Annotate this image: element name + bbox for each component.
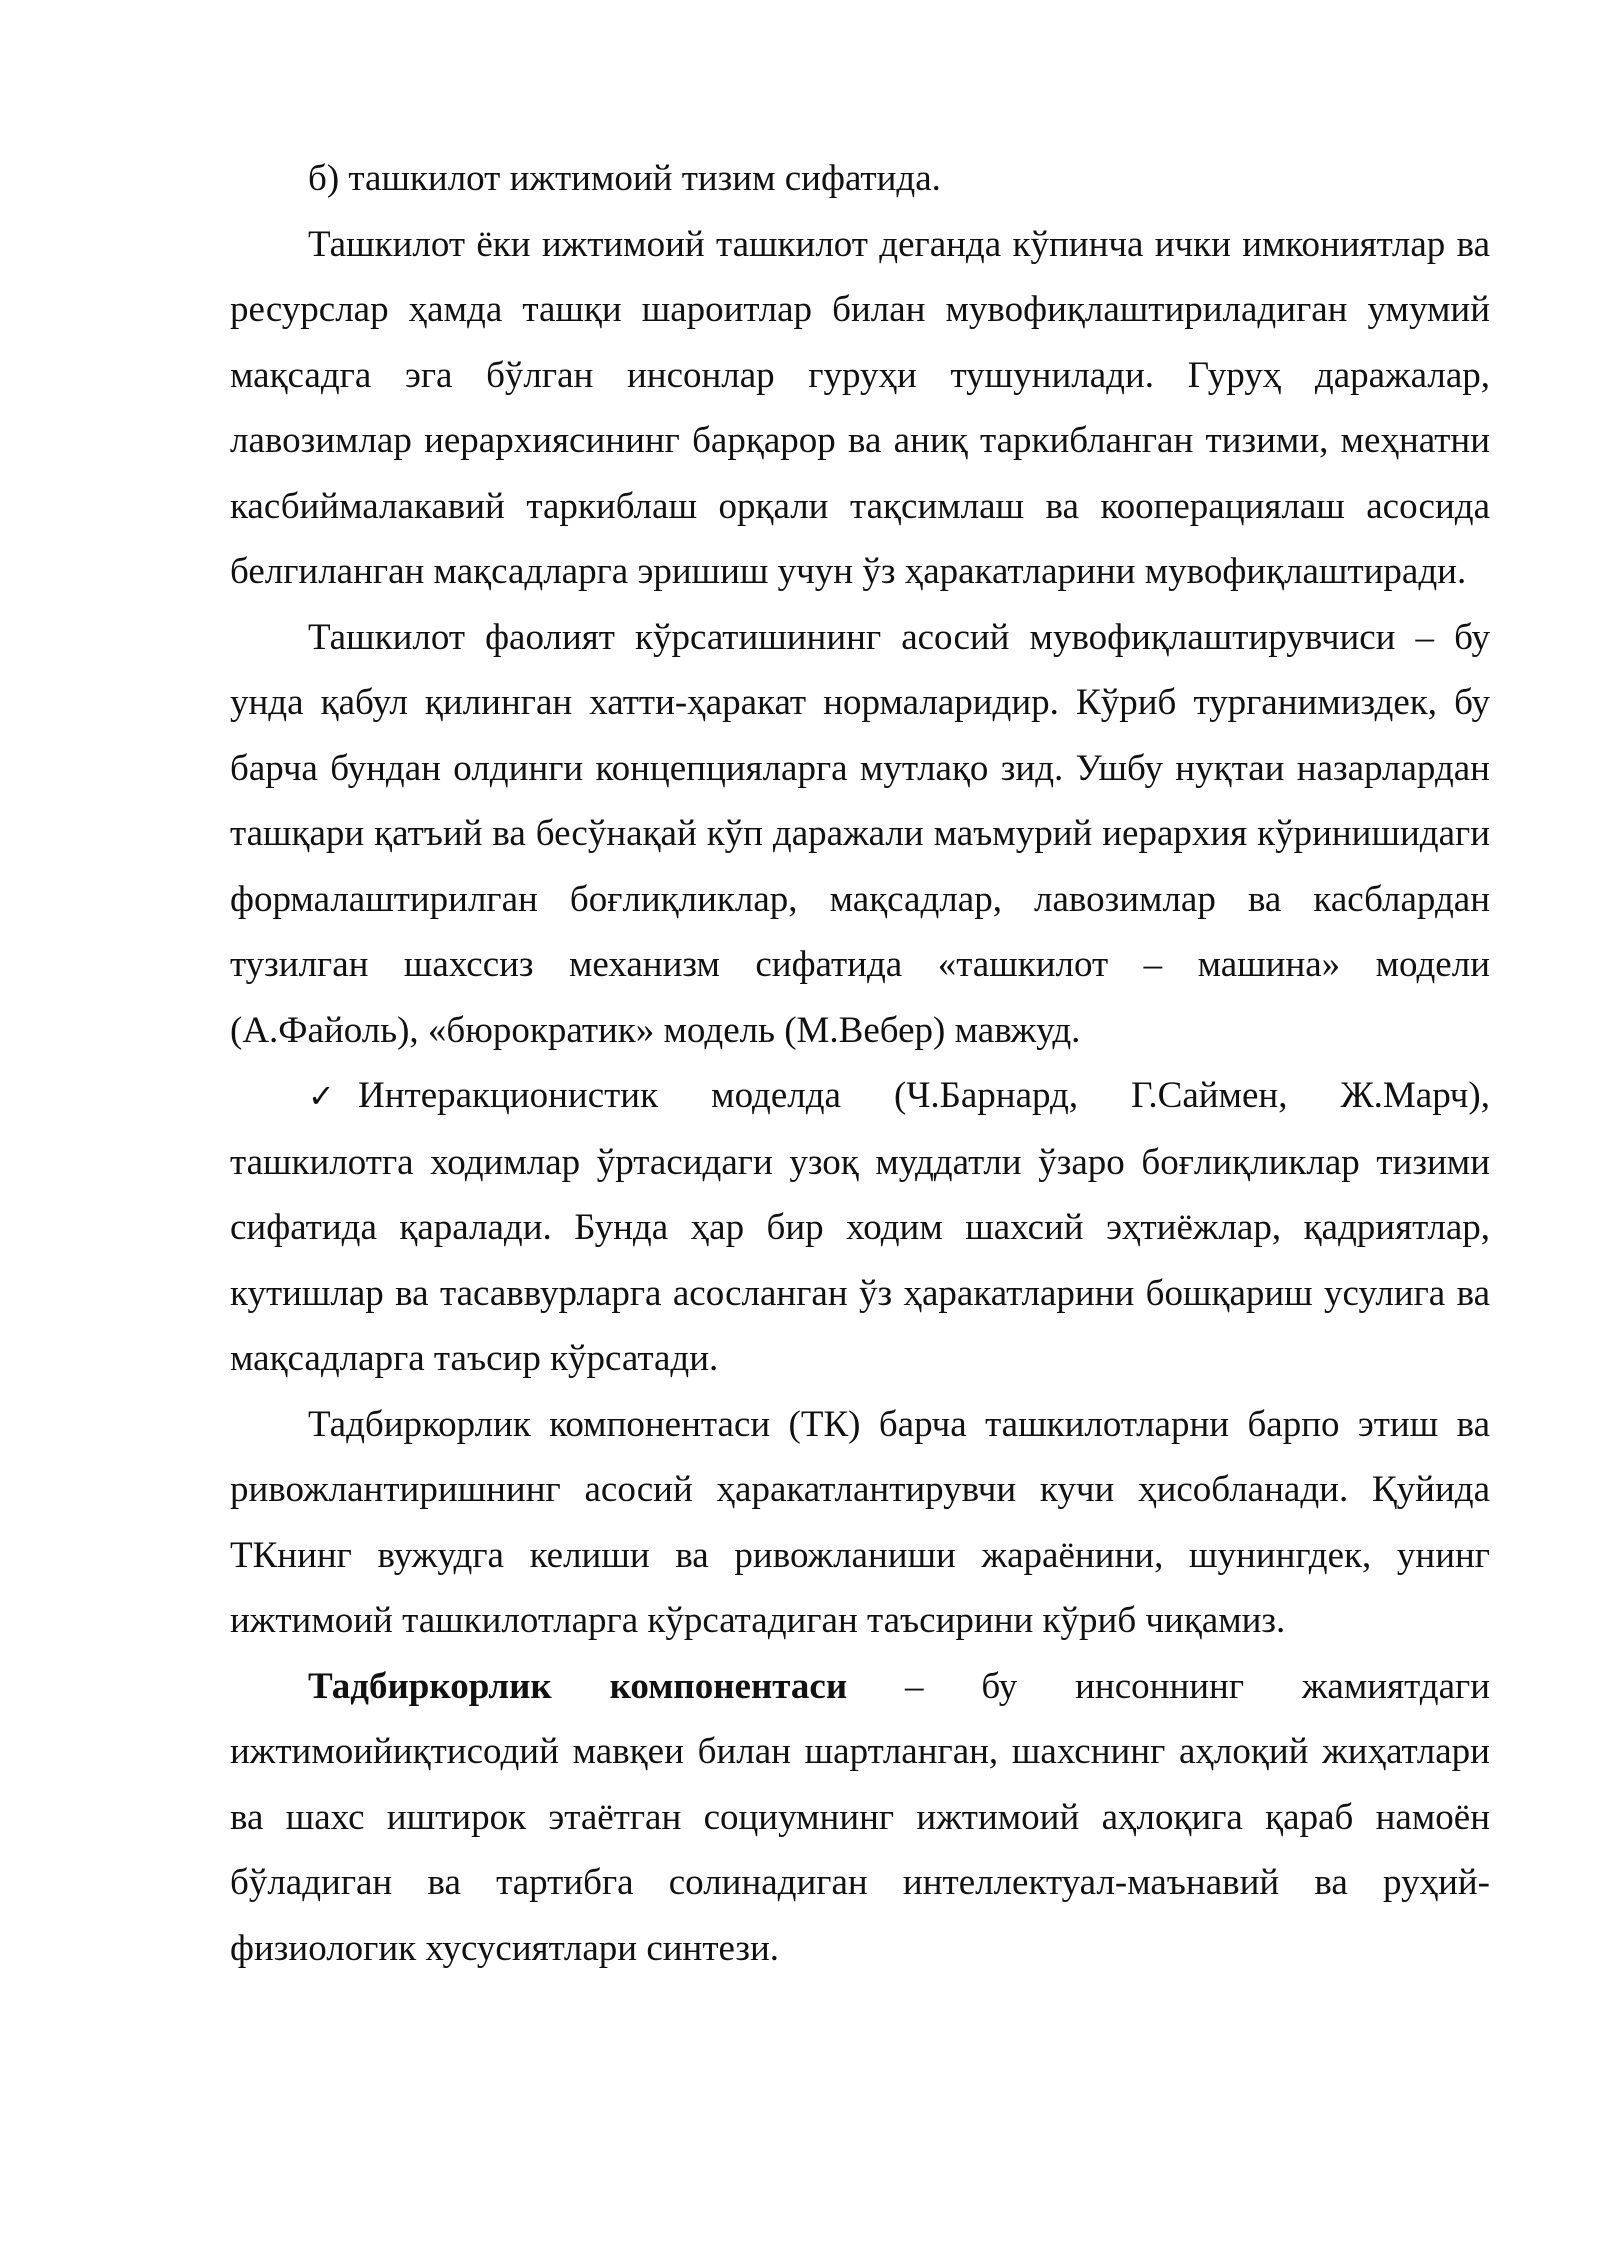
definition-text: – бу инсоннинг жамиятдаги ижтимоийиқтисодий мавқеи билан шартланган, шахснинг аҳлоқий жиҳатлари ва шахс иштирок этаётган социумнинг ижтимоий аҳлоқига қараб намоён бўладиган ва тартибга солинадиган интеллектуал-маънавий ва руҳий-физиологик хусусиятлари синтези. [230, 1665, 1490, 1969]
document-body [230, 146, 1490, 1981]
paragraph-coordination-norms: Ташкилот фаолият кўрсатишининг асосий мувофиқлаштирувчиси – бу унда қабул қилинган хатти-ҳаракат нормаларидир. Кўриб турганимиздек, бу барча бундан олдинги концепцияларга мутлақо зид. Ушбу нуқтаи назарлардан ташқари қатъий ва бесўнақай кўп даражали маъмурий иерархия кўринишидаги формалаштирилган боғлиқликлар, мақсадлар, лавозимлар ва касблардан тузилган шахссиз механизм сифатида «ташкилот – машина» модели (А.Файоль), «бюрократик» модель (М.Вебер) мавжуд. [230, 616, 1490, 1051]
defined-term: Тадбиркорлик компонентаси [308, 1665, 848, 1707]
paragraph-subheading: б) ташкилот ижтимоий тизим сифатида. [308, 158, 941, 199]
interactionist-text: Интеракционистик моделда (Ч.Барнард, Г.Саймен, Ж.Марч), ташкилотга ходимлар ўртасидаги узоқ муддатли ўзаро боғлиқликлар тизими сифатида қаралади. Бунда ҳар бир ходим шахсий эҳтиёжлар, қадриятлар, кутишлар ва тасаввурларга асосланган ўз ҳаракатларини бошқариш усулига ва мақсадларга таъсир кўрсатади. [230, 1075, 1490, 1379]
paragraph-organization-definition: Ташкилот ёки ижтимоий ташкилот деганда кўпинча ички имкониятлар ва ресурслар ҳамда ташқи шароитлар билан мувофиқлаштириладиган умумий мақсадга эга бўлган инсонлар гуруҳи тушунилади. Гуруҳ даражалар, лавозимлар иерархиясининг барқарор ва аниқ таркибланган тизими, меҳнатни касбиймалакавий таркиблаш орқали тақсимлаш ва кооперациялаш асосида белгиланган мақсадларга эришиш учун ўз ҳаракатларини мувофиқлаштиради. [230, 223, 1490, 592]
paragraph-entrepreneurship-component: Тадбиркорлик компонентаси (ТК) барча ташкилотларни барпо этиш ва ривожлантиришнинг асосий ҳаракатлантирувчи кучи ҳисобланади. Қуйида ТКнинг вужудга келиши ва ривожланиши жараёнини, шунингдек, унинг ижтимоий ташкилотларга кўрсатадиган таъсирини кўриб чиқамиз. [230, 1403, 1490, 1641]
paragraph-interactionist-model [230, 1063, 1490, 1392]
checkmark-icon: ✓ [308, 1077, 335, 1115]
paragraph-entrepreneurship-definition [230, 1654, 1490, 1982]
